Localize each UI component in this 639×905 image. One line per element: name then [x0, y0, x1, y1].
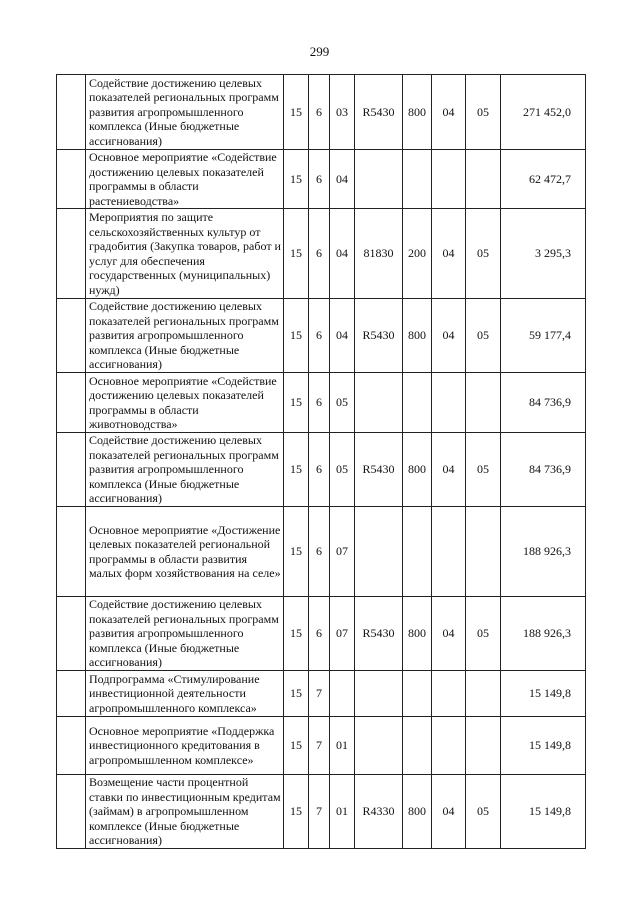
program-code: 15 [284, 299, 309, 373]
amount: 15 149,8 [501, 717, 586, 775]
direction-code [355, 150, 403, 209]
measure-code: 04 [330, 299, 355, 373]
blank-cell [57, 150, 86, 209]
blank-cell [57, 75, 86, 150]
table-row [57, 775, 586, 849]
row-name: Содействие достижению целевых показателей региональных программ развития агропромышленного комплекса (Иные бюджетные ассигнования) [86, 75, 284, 150]
page-number: 299 [309, 44, 330, 59]
subsection-code [466, 373, 501, 433]
table-row [57, 507, 586, 597]
expense-type-code [403, 373, 432, 433]
subsection-code [466, 150, 501, 209]
subsection-code [466, 507, 501, 597]
table-row [57, 75, 586, 150]
measure-code: 07 [330, 597, 355, 671]
measure-code: 05 [330, 373, 355, 433]
subprogram-code: 6 [309, 299, 330, 373]
row-name: Основное мероприятие «Достижение целевых показателей региональной программы в области развития малых форм хозяйствования на селе» [86, 507, 284, 597]
section-code: 04 [432, 433, 466, 507]
amount: 271 452,0 [501, 75, 586, 150]
row-name: Содействие достижению целевых показателей региональных программ развития агропромышленного комплекса (Иные бюджетные ассигнования) [86, 433, 284, 507]
subprogram-code: 6 [309, 597, 330, 671]
amount: 15 149,8 [501, 671, 586, 717]
expense-type-code [403, 717, 432, 775]
program-code: 15 [284, 717, 309, 775]
subsection-code: 05 [466, 75, 501, 150]
blank-cell [57, 507, 86, 597]
row-name: Содействие достижению целевых показателей региональных программ развития агропромышленного комплекса (Иные бюджетные ассигнования) [86, 299, 284, 373]
blank-cell [57, 209, 86, 299]
table-row [57, 150, 586, 209]
budget-table [56, 74, 586, 849]
direction-code [355, 671, 403, 717]
subprogram-code: 6 [309, 209, 330, 299]
table-row [57, 209, 586, 299]
table-row [57, 671, 586, 717]
row-name: Содействие достижению целевых показателей региональных программ развития агропромышленного комплекса (Иные бюджетные ассигнования) [86, 597, 284, 671]
direction-code [355, 507, 403, 597]
expense-type-code: 800 [403, 775, 432, 849]
expense-type-code [403, 671, 432, 717]
table-row [57, 299, 586, 373]
measure-code: 04 [330, 150, 355, 209]
section-code: 04 [432, 75, 466, 150]
expense-type-code: 800 [403, 433, 432, 507]
subsection-code [466, 671, 501, 717]
amount: 62 472,7 [501, 150, 586, 209]
blank-cell [57, 671, 86, 717]
program-code: 15 [284, 597, 309, 671]
subprogram-code: 6 [309, 150, 330, 209]
amount: 15 149,8 [501, 775, 586, 849]
expense-type-code: 800 [403, 299, 432, 373]
row-name: Основное мероприятие «Содействие достижению целевых показателей программы в области животноводства» [86, 373, 284, 433]
subprogram-code: 6 [309, 507, 330, 597]
section-code [432, 373, 466, 433]
direction-code: R5430 [355, 597, 403, 671]
amount: 3 295,3 [501, 209, 586, 299]
measure-code: 03 [330, 75, 355, 150]
program-code: 15 [284, 209, 309, 299]
amount: 188 926,3 [501, 507, 586, 597]
direction-code [355, 717, 403, 775]
direction-code [355, 373, 403, 433]
row-name: Основное мероприятие «Поддержка инвестиционного кредитования в агропромышленном комплексе» [86, 717, 284, 775]
expense-type-code: 200 [403, 209, 432, 299]
blank-cell [57, 717, 86, 775]
program-code: 15 [284, 150, 309, 209]
table-body [57, 75, 586, 849]
program-code: 15 [284, 75, 309, 150]
amount: 188 926,3 [501, 597, 586, 671]
measure-code: 04 [330, 209, 355, 299]
table-row [57, 717, 586, 775]
amount: 84 736,9 [501, 373, 586, 433]
row-name: Подпрограмма «Стимулирование инвестиционной деятельности агропромышленного комплекса» [86, 671, 284, 717]
table-row [57, 373, 586, 433]
amount: 84 736,9 [501, 433, 586, 507]
direction-code: 81830 [355, 209, 403, 299]
row-name: Мероприятия по защите сельскохозяйственных культур от градобития (Закупка товаров, работ и услуг для обеспечения государственных (муниципальных) нужд) [86, 209, 284, 299]
subsection-code: 05 [466, 299, 501, 373]
measure-code [330, 671, 355, 717]
section-code [432, 507, 466, 597]
measure-code: 01 [330, 775, 355, 849]
subsection-code: 05 [466, 775, 501, 849]
section-code [432, 717, 466, 775]
section-code [432, 150, 466, 209]
row-name: Основное мероприятие «Содействие достижению целевых показателей программы в области растениеводства» [86, 150, 284, 209]
expense-type-code: 800 [403, 597, 432, 671]
subprogram-code: 7 [309, 775, 330, 849]
section-code: 04 [432, 209, 466, 299]
subprogram-code: 6 [309, 75, 330, 150]
measure-code: 01 [330, 717, 355, 775]
subprogram-code: 7 [309, 717, 330, 775]
section-code: 04 [432, 597, 466, 671]
program-code: 15 [284, 775, 309, 849]
program-code: 15 [284, 507, 309, 597]
program-code: 15 [284, 373, 309, 433]
table-row [57, 597, 586, 671]
direction-code: R5430 [355, 433, 403, 507]
measure-code: 05 [330, 433, 355, 507]
blank-cell [57, 433, 86, 507]
blank-cell [57, 373, 86, 433]
section-code: 04 [432, 775, 466, 849]
subsection-code: 05 [466, 597, 501, 671]
subsection-code: 05 [466, 209, 501, 299]
row-name: Возмещение части процентной ставки по инвестиционным кредитам (займам) в агропромышленном комплексе (Иные бюджетные ассигнования) [86, 775, 284, 849]
direction-code: R5430 [355, 75, 403, 150]
blank-cell [57, 597, 86, 671]
blank-cell [57, 299, 86, 373]
measure-code: 07 [330, 507, 355, 597]
amount: 59 177,4 [501, 299, 586, 373]
section-code [432, 671, 466, 717]
direction-code: R4330 [355, 775, 403, 849]
program-code: 15 [284, 671, 309, 717]
subsection-code: 05 [466, 433, 501, 507]
direction-code: R5430 [355, 299, 403, 373]
expense-type-code: 800 [403, 75, 432, 150]
section-code: 04 [432, 299, 466, 373]
subprogram-code: 7 [309, 671, 330, 717]
expense-type-code [403, 507, 432, 597]
blank-cell [57, 775, 86, 849]
program-code: 15 [284, 433, 309, 507]
subsection-code [466, 717, 501, 775]
expense-type-code [403, 150, 432, 209]
subprogram-code: 6 [309, 433, 330, 507]
table-row [57, 433, 586, 507]
subprogram-code: 6 [309, 373, 330, 433]
